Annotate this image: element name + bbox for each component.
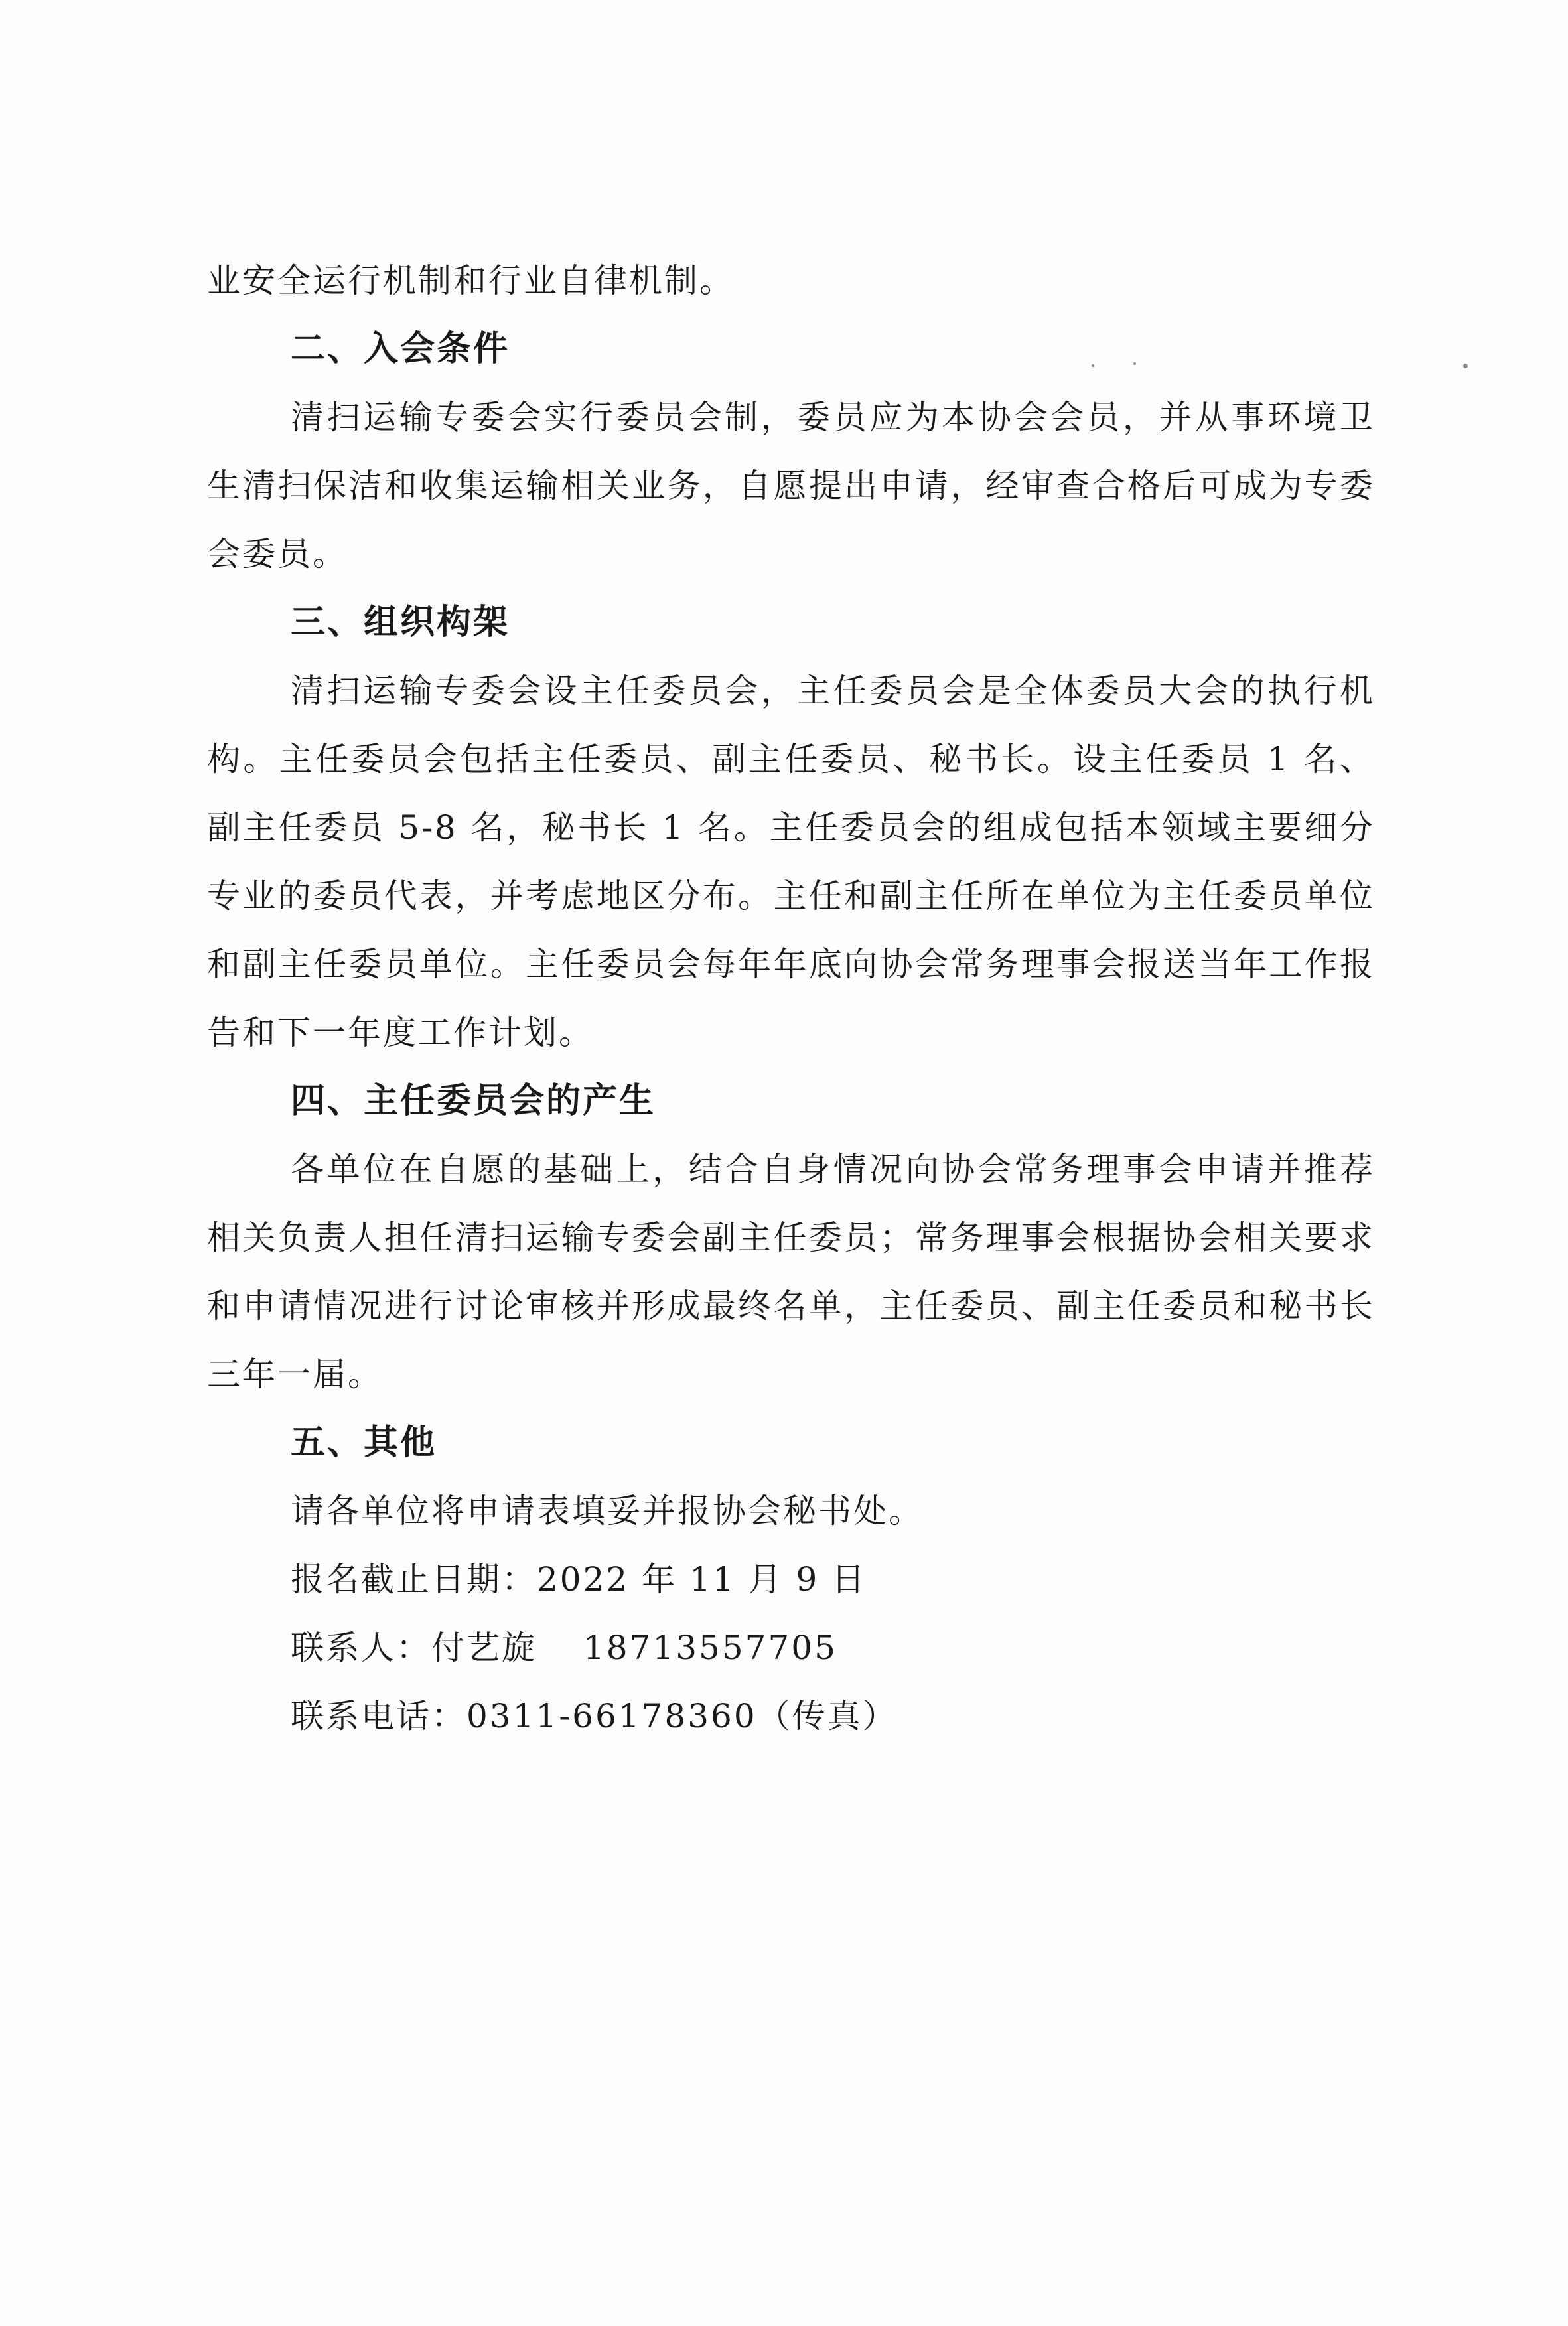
deadline-label: 报名截止日期：	[291, 1560, 537, 1599]
contact-tel-value: 0311-66178360（传真）	[466, 1697, 898, 1735]
scan-speck	[1463, 364, 1468, 368]
contact-person-phone: 18713557705	[583, 1629, 837, 1667]
paragraph-organization: 清扫运输专委会设主任委员会，主任委员会是全体委员大会的执行机构。主任委员会包括主任委员、副主任委员、秘书长。设主任委员 1 名、副主任委员 5-8 名，秘书长 1 名。主任委员会的组成包括本领域主要细分专业的委员代表，并考虑地区分布。主任和副主任所在单位为主任委员单位和副主任委员单位。主任委员会每年年底向协会常务理事会报送当年工作报告和下一年度工作计划。	[207, 672, 1375, 1052]
contact-tel-label: 联系电话：	[291, 1697, 466, 1735]
intro-continuation: 业安全运行机制和行业自律机制。	[207, 261, 735, 300]
deadline-value: 2022 年 11 月 9 日	[537, 1560, 867, 1599]
contact-person-label: 联系人：	[291, 1629, 431, 1667]
section-heading-membership: 二、入会条件	[291, 329, 510, 369]
document-body	[207, 247, 1375, 1751]
scan-speck	[1133, 362, 1136, 365]
section-heading-committee-formation: 四、主任委员会的产生	[291, 1081, 656, 1121]
contact-tel-line	[207, 1682, 1375, 1751]
paragraph-committee-formation: 各单位在自愿的基础上，结合自身情况向协会常务理事会申请并推荐相关负责人担任清扫运输专委会副主任委员；常务理事会根据协会相关要求和申请情况进行讨论审核并形成最终名单，主任委员、副主任委员和秘书长三年一届。	[207, 1150, 1375, 1394]
section-heading-organization: 三、组织构架	[291, 603, 510, 642]
section-heading-other: 五、其他	[291, 1423, 437, 1463]
scan-speck	[1092, 364, 1094, 367]
paragraph-membership: 清扫运输专委会实行委员会制，委员应为本协会会员，并从事环境卫生清扫保洁和收集运输相关业务，自愿提出申请，经审查合格后可成为专委会委员。	[207, 398, 1375, 573]
contact-person-name: 付艺旋	[431, 1629, 537, 1667]
contact-person-line	[207, 1614, 1375, 1682]
paragraph-other: 请各单位将申请表填妥并报协会秘书处。	[291, 1492, 924, 1530]
deadline-line	[207, 1546, 1375, 1614]
